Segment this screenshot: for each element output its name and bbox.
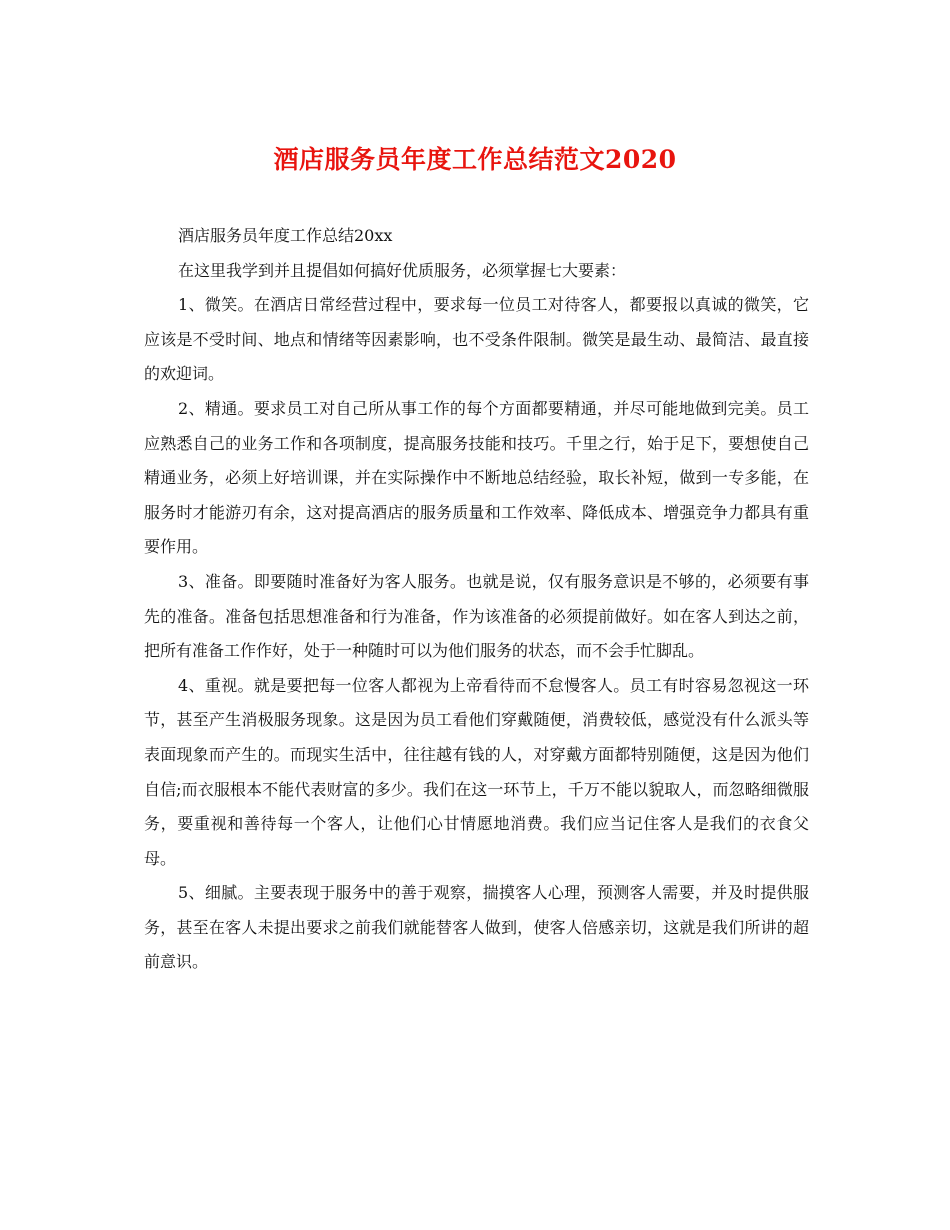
- subtitle-paragraph: 酒店服务员年度工作总结20xx: [178, 226, 393, 245]
- document-body: [144, 219, 809, 980]
- point-attention-paragraph: 4、重视。就是要把每一位客人都视为上帝看待而不怠慢客人。员工有时容易忽视这一环节，甚至产生消极服务现象。这是因为员工看他们穿戴随便，消费较低，感觉没有什么派头等表面现象而产生的。而现实生活中，往往越有钱的人，对穿戴方面都特别随便，这是因为他们自信;而衣服根本不能代表财富的多少。我们在这一环节上，千万不能以貌取人，而忽略细微服务，要重视和善待每一个客人，让他们心甘情愿地消费。我们应当记住客人是我们的衣食父母。: [144, 675, 809, 868]
- document-title: 酒店服务员年度工作总结范文2020: [273, 145, 677, 174]
- point-meticulous-paragraph: 5、细腻。主要表现于服务中的善于观察，揣摸客人心理，预测客人需要，并及时提供服务，甚至在客人未提出要求之前我们就能替客人做到，使客人倍感亲切，这就是我们所讲的超前意识。: [144, 883, 809, 972]
- point-preparation-paragraph: 3、准备。即要随时准备好为客人服务。也就是说，仅有服务意识是不够的，必须要有事先的准备。准备包括思想准备和行为准备，作为该准备的必须提前做好。如在客人到达之前，把所有准备工作作好，处于一种随时可以为他们服务的状态，而不会手忙脚乱。: [144, 571, 809, 661]
- intro-paragraph: 在这里我学到并且提倡如何搞好优质服务，必须掌握七大要素：: [178, 260, 627, 280]
- point-proficiency-paragraph: 2、精通。要求员工对自己所从事工作的每个方面都要精通，并尽可能地做到完美。员工应熟悉自己的业务工作和各项制度，提高服务技能和技巧。千里之行，始于足下，要想使自己精通业务，必须上好培训课，并在实际操作中不断地总结经验，取长补短，做到一专多能，在服务时才能游刃有余，这对提高酒店的服务质量和工作效率、降低成本、增强竞争力都具有重要作用。: [144, 398, 809, 557]
- point-smile-paragraph: 1、微笑。在酒店日常经营过程中，要求每一位员工对待客人，都要报以真诚的微笑，它应该是不受时间、地点和情绪等因素影响，也不受条件限制。微笑是最生动、最简洁、最直接的欢迎词。: [144, 295, 809, 384]
